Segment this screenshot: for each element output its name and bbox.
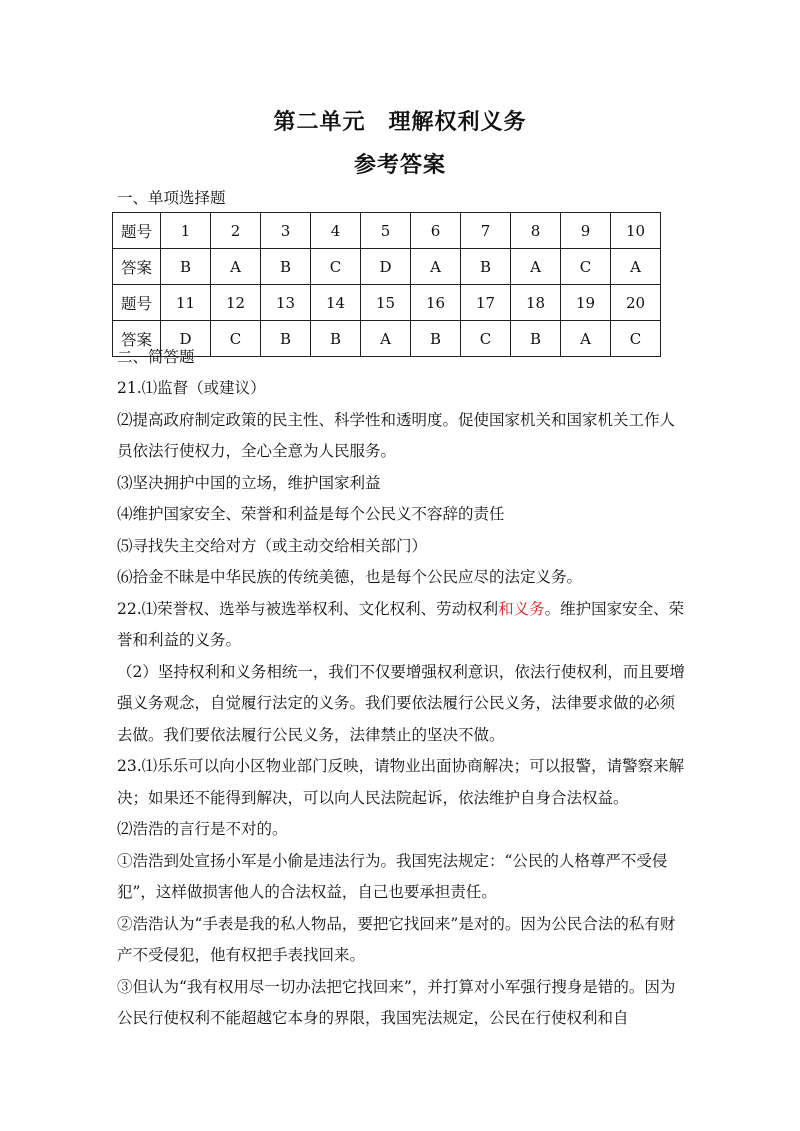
q23-point1: ①浩浩到处宣扬小军是小偷是违法行为。我国宪法规定：“公民的人格尊严不受侵犯”，这样做损害他人的合法权益，自己也要承担责任。 [117,851,668,901]
row-label: 题号 [113,213,161,249]
q23-point3: ③但认为“我有权用尽一切办法把它找回来”，并打算对小军强行搜身是错的。因为公民行使权利不能超越它本身的界限，我国宪法规定，公民在行使权利和自 [117,977,676,1027]
table-cell: D [161,321,211,357]
table-row [113,249,661,285]
q23-part1: 23.⑴乐乐可以向小区物业部门反映，请物业出面协商解决；可以报警，请警察来解决；如果还不能得到解决，可以向人民法院起诉，依法维护自身合法权益。 [117,757,685,807]
q23-point2: ②浩浩认为“手表是我的私人物品，要把它找回来”是对的。因为公民合法的私有财产不受侵犯，他有权把手表找回来。 [117,914,676,964]
table-cell: 18 [511,285,561,321]
table-cell: A [611,249,661,285]
table-cell: 16 [411,285,461,321]
table-cell: A [361,321,411,357]
table-cell: A [211,249,261,285]
table-row [113,285,661,321]
table-cell: 15 [361,285,411,321]
table-cell: 12 [211,285,261,321]
table-cell: 10 [611,213,661,249]
table-cell: 13 [261,285,311,321]
table-cell: A [411,249,461,285]
table-cell: 14 [311,285,361,321]
q23-part2: ⑵浩浩的言行是不对的。 [117,820,288,838]
section-heading-choice: 一、单项选择题 [117,189,226,207]
table-cell: B [261,321,311,357]
table-cell: 17 [461,285,511,321]
table-cell: A [561,321,611,357]
table-cell: 20 [611,285,661,321]
row-label: 题号 [113,285,161,321]
table-cell: C [461,321,511,357]
table-row [113,213,661,249]
table-cell: 19 [561,285,611,321]
table-cell: 2 [211,213,261,249]
answer-body [117,373,690,1035]
table-cell: 7 [461,213,511,249]
table-cell: 8 [511,213,561,249]
table-cell: 1 [161,213,211,249]
table-cell: C [211,321,261,357]
table-cell: 9 [561,213,611,249]
table-cell: 4 [311,213,361,249]
q22-part2: （2）坚持权利和义务相统一，我们不仅要增强权利意识，依法行使权利，而且要增强义务观念，自觉履行法定的义务。我们要依法履行公民义务，法律要求做的必须去做。我们要依法履行公民义务，法律禁止的坚决不做。 [117,662,685,744]
page-subtitle: 参考答案 [353,153,446,178]
q21-part2: ⑵提高政府制定政策的民主性、科学性和透明度。促使国家机关和国家机关工作人员依法行使权力，全心全意为人民服务。 [117,410,676,460]
table-cell: B [311,321,361,357]
q22-part1-tail: 。维护国家安全、荣誉和利益的义务。 [117,599,685,649]
table-cell: 5 [361,213,411,249]
q21-part5: ⑸寻找失主交给对方（或主动交给相关部门） [117,536,428,555]
table-cell: B [511,321,561,357]
row-label: 答案 [113,321,161,357]
table-cell: 6 [411,213,461,249]
table-cell: B [261,249,311,285]
q21-part4: ⑷维护国家安全、荣誉和利益是每个公民义不容辞的责任 [117,505,505,523]
q22-highlight: 和义务 [498,599,545,618]
q21-part1: 21.⑴监督（或建议） [117,379,266,397]
answer-table [112,212,661,357]
table-cell: A [511,249,561,285]
table-cell: 3 [261,213,311,249]
q22-part1-text: 22.⑴荣誉权、选举与被选举权利、文化权利、劳动权利 [117,599,499,618]
table-cell: 11 [161,285,211,321]
q21-part3: ⑶坚决拥护中国的立场，维护国家利益 [117,473,381,492]
table-cell: C [311,249,361,285]
row-label: 答案 [113,249,161,285]
table-cell: B [161,249,211,285]
table-cell: D [361,249,411,285]
table-cell: C [611,321,661,357]
table-cell: B [411,321,461,357]
q22-part1 [117,594,690,657]
section-heading-short-answer: 二、简答题 [117,348,195,366]
q21-part6: ⑹拾金不昧是中华民族的传统美德，也是每个公民应尽的法定义务。 [117,568,583,586]
table-cell: C [561,249,611,285]
table-cell: B [461,249,511,285]
page-title: 第二单元 理解权利义务 [273,110,527,135]
